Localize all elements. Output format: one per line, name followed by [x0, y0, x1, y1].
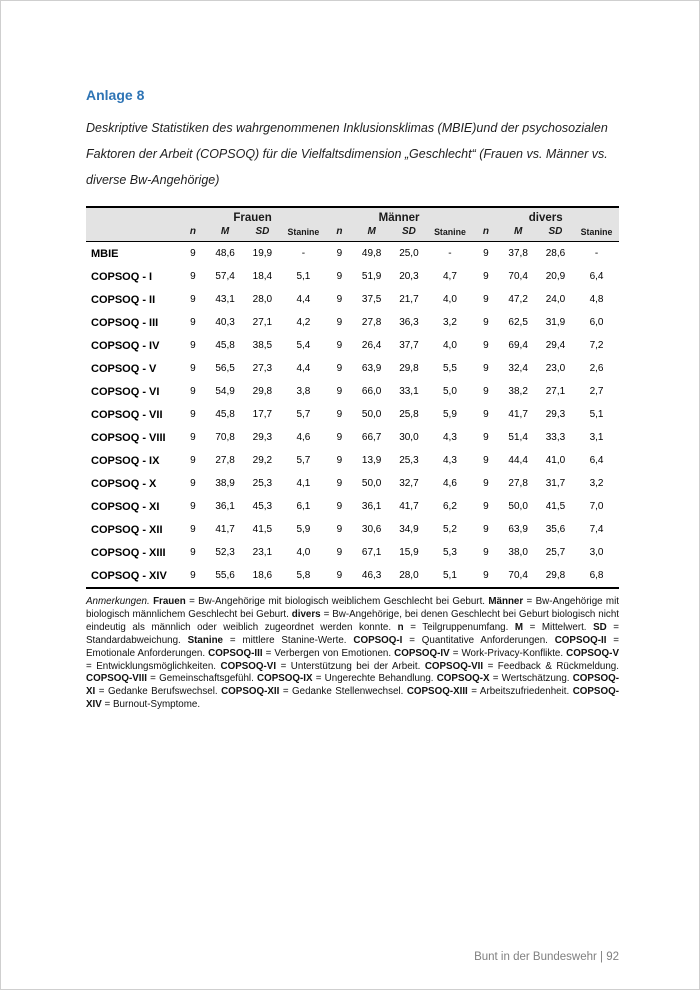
data-cell: 51,4: [508, 432, 528, 443]
data-cell: 5,1: [443, 570, 457, 581]
data-cell: 23,0: [545, 363, 566, 374]
data-cell: 4,4: [296, 294, 311, 305]
notes-text: = Quantitative Anforderungen.: [402, 634, 555, 646]
data-cell: 4,7: [443, 271, 457, 282]
data-cell: 37,5: [361, 294, 382, 305]
data-cell: 4,3: [443, 432, 457, 443]
notes-text: Anmerkungen.: [86, 596, 154, 607]
data-cell: 63,9: [508, 524, 528, 535]
data-cell: 4,0: [443, 294, 457, 305]
data-cell: 9: [483, 478, 489, 489]
data-cell: 66,7: [361, 432, 382, 443]
table-row: [86, 541, 619, 564]
data-cell: 20,3: [399, 271, 419, 282]
data-cell: 9: [336, 524, 343, 535]
corner-cell: [86, 225, 179, 242]
table-row: [86, 380, 619, 403]
sub-header-row: [86, 225, 619, 242]
data-cell: 35,6: [545, 524, 566, 535]
data-cell: 9: [190, 248, 196, 259]
data-cell: 28,6: [545, 248, 566, 259]
data-cell: 28,0: [252, 294, 273, 305]
data-cell: 4,6: [443, 478, 457, 489]
notes-term: COPSOQ-VII: [424, 660, 484, 672]
data-cell: 9: [190, 271, 196, 282]
notes-text: = Bw-Angehörige mit biologisch männlichem Geschlecht bei Geburt.: [86, 596, 619, 620]
data-cell: 32,7: [399, 478, 419, 489]
data-cell: 9: [336, 570, 343, 581]
data-cell: 9: [336, 248, 343, 259]
data-cell: 43,1: [215, 294, 235, 305]
data-cell: 27,1: [545, 386, 566, 397]
data-cell: 9: [336, 340, 343, 351]
notes-text: = Feedback & Rückmeldung.: [483, 660, 619, 672]
data-cell: 27,1: [252, 317, 273, 328]
row-label: COPSOQ - XIII: [91, 546, 166, 559]
data-cell: 9: [483, 455, 489, 466]
data-cell: 5,0: [443, 386, 457, 397]
notes-term: COPSOQ-I: [353, 634, 403, 646]
row-label: COPSOQ - III: [91, 316, 159, 329]
notes-text: = Gemeinschaftsgefühl.: [146, 673, 258, 685]
notes-term: COPSOQ-XIII: [406, 686, 468, 698]
data-cell: 17,7: [252, 409, 273, 420]
data-cell: 38,0: [508, 547, 528, 558]
data-cell: 9: [483, 409, 489, 420]
data-cell: 9: [336, 294, 343, 305]
notes-term: COPSOQ-XIV: [86, 686, 619, 711]
notes-term: COPSOQ-VIII: [86, 673, 147, 685]
notes-term: M: [514, 621, 524, 633]
data-cell: 9: [190, 524, 196, 535]
data-cell: 25,0: [399, 248, 419, 259]
data-cell: 37,8: [508, 248, 528, 259]
data-cell: 56,5: [215, 363, 235, 374]
data-cell: 5,9: [296, 524, 311, 535]
data-cell: 9: [190, 409, 196, 420]
data-cell: 41,5: [545, 501, 566, 512]
data-cell: 9: [483, 248, 489, 259]
notes-term: COPSOQ-XI: [86, 673, 619, 698]
sub-header-m: M: [500, 225, 537, 242]
table-row: [86, 426, 619, 449]
data-cell: 9: [483, 363, 489, 374]
data-cell: 5,8: [296, 570, 311, 581]
data-cell: 6,4: [589, 271, 604, 282]
data-cell: 31,9: [545, 317, 566, 328]
data-cell: 50,0: [508, 501, 528, 512]
notes: [86, 596, 619, 712]
data-cell: 29,2: [252, 455, 273, 466]
data-cell: 9: [336, 478, 343, 489]
group-header-divers: divers: [472, 207, 619, 225]
notes-term: Stanine: [187, 634, 224, 646]
data-cell: 46,3: [361, 570, 382, 581]
data-cell: 4,1: [296, 478, 311, 489]
data-cell: 49,8: [361, 248, 382, 259]
data-cell: 5,7: [296, 409, 311, 420]
data-cell: -: [448, 248, 452, 259]
notes-text: = Burnout-Symptome.: [101, 699, 201, 711]
corner-cell: [86, 207, 179, 225]
table-row: [86, 357, 619, 380]
data-cell: 29,8: [399, 363, 419, 374]
table-body: [86, 242, 619, 589]
data-cell: 5,9: [443, 409, 457, 420]
data-cell: 41,7: [508, 409, 528, 420]
notes-text: = Ungerechte Behandlung.: [312, 673, 437, 685]
data-cell: 9: [483, 294, 489, 305]
data-cell: 50,0: [361, 478, 382, 489]
sub-header-stanine: Stanine: [281, 225, 326, 242]
data-cell: 20,9: [545, 271, 566, 282]
data-cell: 2,7: [589, 386, 604, 397]
data-cell: 4,3: [443, 455, 457, 466]
notes-text: = Teilgruppenumfang.: [403, 621, 515, 633]
notes-term: COPSOQ-XII: [221, 686, 280, 698]
notes-term: SD: [593, 621, 607, 633]
notes-text: = Entwicklungsmöglichkeiten.: [86, 660, 221, 672]
data-cell: 50,0: [361, 409, 382, 420]
data-cell: 38,2: [508, 386, 528, 397]
data-cell: 9: [336, 547, 343, 558]
row-label: COPSOQ - IV: [91, 339, 160, 352]
data-cell: 27,8: [361, 317, 382, 328]
notes-term: COPSOQ-III: [208, 647, 263, 659]
data-cell: 27,3: [252, 363, 273, 374]
table-row: [86, 242, 619, 266]
row-label: COPSOQ - XII: [91, 523, 163, 536]
data-cell: 13,9: [361, 455, 382, 466]
table-row: [86, 334, 619, 357]
data-cell: 45,8: [215, 340, 235, 351]
data-cell: 9: [336, 317, 343, 328]
data-cell: 30,0: [399, 432, 419, 443]
notes-text: = mittlere Stanine-Werte.: [223, 634, 354, 646]
data-cell: 70,4: [508, 570, 528, 581]
data-cell: -: [594, 248, 599, 259]
page-footer: [474, 951, 619, 963]
data-cell: 67,1: [361, 547, 382, 558]
row-label: COPSOQ - X: [91, 477, 157, 490]
data-cell: 48,6: [215, 248, 235, 259]
data-cell: 24,0: [545, 294, 566, 305]
sub-header-n: n: [179, 225, 206, 242]
notes-term: n: [397, 621, 404, 633]
data-cell: 9: [483, 340, 489, 351]
sub-header-sd: SD: [244, 225, 281, 242]
data-cell: 3,2: [589, 478, 604, 489]
data-cell: 30,6: [361, 524, 382, 535]
data-cell: 32,4: [508, 363, 528, 374]
data-cell: 62,5: [508, 317, 528, 328]
data-cell: 45,8: [215, 409, 235, 420]
data-cell: 34,9: [399, 524, 419, 535]
data-cell: 26,4: [361, 340, 382, 351]
data-cell: 29,8: [252, 386, 273, 397]
data-cell: 4,4: [296, 363, 311, 374]
data-cell: 52,3: [215, 547, 235, 558]
row-label: COPSOQ - V: [91, 362, 157, 375]
notes-term: divers: [291, 608, 321, 620]
data-cell: 25,3: [399, 455, 419, 466]
data-cell: 9: [190, 547, 196, 558]
table-caption: Deskriptive Statistiken des wahrgenommenen Inklusionsklimas (MBIE)und der psychosozialen Faktoren der Arbeit (COPSOQ) für die Vielfaltsdimension „Geschlecht“ (Frauen vs. Männer vs. diverse Bw-Angehörige): [86, 121, 608, 187]
group-header-maenner: Männer: [326, 207, 473, 225]
data-cell: 4,0: [296, 547, 311, 558]
data-cell: 9: [483, 501, 489, 512]
notes-term: Männer: [488, 596, 524, 607]
data-cell: 3,0: [589, 547, 604, 558]
data-cell: 7,0: [589, 501, 604, 512]
data-cell: 29,4: [545, 340, 566, 351]
notes-term: COPSOQ-II: [554, 634, 607, 646]
data-cell: 6,4: [589, 455, 604, 466]
data-cell: 9: [190, 386, 196, 397]
data-cell: 25,8: [399, 409, 419, 420]
sub-header-m: M: [206, 225, 243, 242]
data-cell: 55,6: [215, 570, 235, 581]
data-cell: 18,6: [252, 570, 273, 581]
group-header-row: [86, 207, 619, 225]
footer-text: Bunt in der Bundeswehr | 92: [474, 951, 619, 963]
data-cell: 44,4: [508, 455, 528, 466]
data-cell: 5,4: [296, 340, 311, 351]
data-cell: 15,9: [399, 547, 419, 558]
notes-term: COPSOQ-X: [436, 673, 490, 685]
data-cell: 23,1: [252, 547, 273, 558]
data-cell: 9: [336, 501, 343, 512]
page-title: Anlage 8: [86, 87, 145, 103]
data-cell: 5,1: [589, 409, 604, 420]
data-cell: 4,8: [589, 294, 604, 305]
sub-header-m: M: [353, 225, 390, 242]
data-cell: 29,8: [545, 570, 566, 581]
data-cell: 41,7: [399, 501, 419, 512]
data-cell: 41,7: [215, 524, 235, 535]
sub-header-sd: SD: [390, 225, 427, 242]
data-cell: 45,3: [252, 501, 273, 512]
row-label: COPSOQ - I: [91, 270, 153, 283]
notes-text: = Bw-Angehörige, bei denen Geschlecht bei Geburt biologisch nicht eindeutig als männlich oder weiblich zugeordnet werden konnte.: [86, 608, 619, 633]
data-cell: 33,3: [545, 432, 566, 443]
data-cell: 4,6: [296, 432, 311, 443]
data-cell: 36,1: [361, 501, 382, 512]
row-label: COPSOQ - IX: [91, 454, 160, 467]
data-cell: 9: [190, 432, 196, 443]
data-cell: 6,1: [296, 501, 311, 512]
table-row: [86, 311, 619, 334]
group-header-frauen: Frauen: [179, 207, 326, 225]
data-cell: 38,5: [252, 340, 273, 351]
data-cell: 9: [190, 501, 196, 512]
table-row: [86, 472, 619, 495]
data-cell: 3,2: [443, 317, 457, 328]
sub-header-n: n: [472, 225, 499, 242]
data-cell: 40,3: [215, 317, 235, 328]
row-label: COPSOQ - XIV: [91, 569, 167, 582]
notes-text: = Gedanke Berufswechsel.: [95, 686, 222, 698]
data-cell: 41,5: [252, 524, 273, 535]
data-cell: 54,9: [215, 386, 235, 397]
notes-text: = Bw-Angehörige mit biologisch weiblichem Geschlecht bei Geburt.: [185, 596, 489, 607]
table-row: [86, 449, 619, 472]
data-cell: 9: [190, 317, 196, 328]
notes-text: = Work-Privacy-Konflikte.: [449, 647, 567, 659]
data-cell: 9: [190, 294, 196, 305]
row-label: COPSOQ - VIII: [91, 431, 166, 444]
data-cell: -: [301, 248, 306, 259]
data-cell: 41,0: [545, 455, 566, 466]
data-cell: 21,7: [399, 294, 419, 305]
data-cell: 47,2: [508, 294, 528, 305]
notes-term: Frauen: [153, 596, 186, 607]
data-cell: 36,1: [215, 501, 235, 512]
sub-header-n: n: [326, 225, 353, 242]
data-cell: 3,8: [296, 386, 311, 397]
row-label: COPSOQ - XI: [91, 500, 160, 513]
data-cell: 2,6: [589, 363, 604, 374]
notes-term: COPSOQ-V: [566, 647, 619, 659]
data-cell: 9: [483, 570, 489, 581]
data-cell: 9: [336, 409, 343, 420]
notes-text: = Emotionale Anforderungen.: [86, 634, 620, 659]
data-cell: 66,0: [361, 386, 382, 397]
notes-text: = Gedanke Stellenwechsel.: [279, 686, 407, 698]
data-cell: 9: [336, 386, 343, 397]
data-cell: 63,9: [361, 363, 382, 374]
data-cell: 9: [336, 363, 343, 374]
data-cell: 5,5: [443, 363, 457, 374]
row-label: COPSOQ - II: [91, 293, 156, 306]
data-cell: 31,7: [545, 478, 566, 489]
data-cell: 6,0: [589, 317, 604, 328]
table-row: [86, 288, 619, 311]
data-cell: 6,8: [589, 570, 604, 581]
data-cell: 70,4: [508, 271, 528, 282]
data-cell: 7,4: [589, 524, 604, 535]
sub-header-stanine: Stanine: [574, 225, 619, 242]
table-row: [86, 564, 619, 588]
notes-text: = Unterstützung bei der Arbeit.: [276, 660, 425, 672]
data-cell: 28,0: [399, 570, 419, 581]
data-cell: 9: [190, 340, 196, 351]
data-cell: 7,2: [589, 340, 604, 351]
notes-text: = Standardabweichung.: [86, 621, 619, 646]
data-cell: 9: [483, 547, 489, 558]
data-cell: 9: [336, 432, 343, 443]
data-cell: 5,7: [296, 455, 311, 466]
data-cell: 37,7: [399, 340, 419, 351]
data-cell: 6,2: [443, 501, 457, 512]
data-cell: 4,0: [443, 340, 457, 351]
data-cell: 57,4: [215, 271, 235, 282]
data-cell: 9: [190, 478, 196, 489]
notes-text: = Mittelwert.: [523, 621, 594, 633]
data-cell: 36,3: [399, 317, 419, 328]
row-label: MBIE: [91, 247, 119, 260]
data-cell: 29,3: [252, 432, 273, 443]
data-cell: 27,8: [508, 478, 528, 489]
data-cell: 9: [336, 455, 343, 466]
data-cell: 3,1: [589, 432, 604, 443]
sub-header-sd: SD: [537, 225, 574, 242]
notes-text: = Verbergen von Emotionen.: [262, 647, 395, 659]
data-cell: 4,2: [296, 317, 311, 328]
notes-text: = Wertschätzung.: [489, 673, 573, 685]
table-row: [86, 403, 619, 426]
data-cell: 70,8: [215, 432, 235, 443]
data-cell: 5,3: [443, 547, 457, 558]
row-label: COPSOQ - VII: [91, 408, 163, 421]
data-cell: 9: [190, 363, 196, 374]
data-cell: 5,2: [443, 524, 457, 535]
data-cell: 33,1: [399, 386, 419, 397]
data-cell: 5,1: [296, 271, 311, 282]
data-cell: 9: [483, 386, 489, 397]
data-cell: 19,9: [252, 248, 273, 259]
data-cell: 9: [190, 455, 196, 466]
notes-term: COPSOQ-VI: [220, 660, 277, 672]
data-cell: 9: [483, 524, 489, 535]
notes-term: COPSOQ-IV: [394, 647, 450, 659]
data-cell: 38,9: [215, 478, 235, 489]
notes-term: COPSOQ-IX: [257, 673, 313, 685]
data-cell: 25,7: [545, 547, 566, 558]
data-cell: 27,8: [215, 455, 235, 466]
notes-text: = Arbeitszufriedenheit.: [467, 686, 573, 698]
data-cell: 9: [336, 271, 343, 282]
table-row: [86, 265, 619, 288]
statistics-table: [86, 206, 619, 589]
data-cell: 69,4: [508, 340, 528, 351]
data-cell: 18,4: [252, 271, 273, 282]
sub-header-stanine: Stanine: [428, 225, 473, 242]
data-cell: 9: [483, 271, 489, 282]
data-cell: 9: [483, 432, 489, 443]
data-cell: 29,3: [545, 409, 566, 420]
row-label: COPSOQ - VI: [91, 385, 160, 398]
table-row: [86, 518, 619, 541]
data-cell: 51,9: [361, 271, 382, 282]
data-cell: 25,3: [252, 478, 273, 489]
data-cell: 9: [190, 570, 196, 581]
data-cell: 9: [483, 317, 489, 328]
table-row: [86, 495, 619, 518]
